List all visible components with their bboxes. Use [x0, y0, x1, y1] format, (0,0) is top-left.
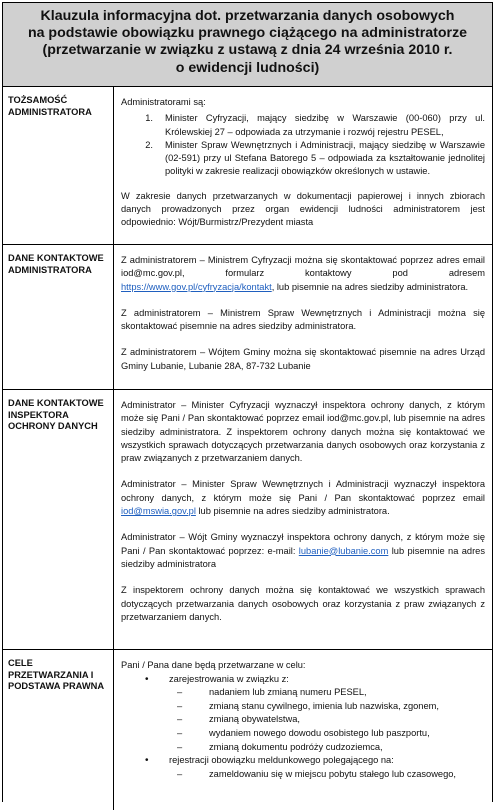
title-line-4: o ewidencji ludności) [175, 59, 320, 76]
list-item-number: 2. [145, 139, 153, 150]
list-item-text: Minister Spraw Wewnętrznych i Administracji, mający siedzibę w Warszawie (02-591) przy ul Stefana Batorego 5 – odpowiada za kształtowanie jednolitej polityki w zakresie realizacji obowiązków określonych w ustawie. [165, 139, 485, 177]
text-run: Administrator – Wójt Gminy wyznaczył inspektora ochrony danych, z którym może się Pani / Pan skontaktować poprzez: e-mail: [121, 532, 485, 556]
paragraph [121, 254, 485, 294]
list-item [121, 673, 485, 687]
title-line-2: na podstawie obowiązku prawnego ciążącego na administratorze [27, 25, 468, 42]
sub-item-text: wydaniem nowego dowodu osobistego lub paszportu, [209, 727, 430, 738]
list-item [121, 713, 485, 727]
dash-icon: – [177, 687, 183, 698]
list-item [121, 741, 485, 755]
administrators-intro: Administratorami są: [121, 97, 206, 107]
content-tozsamosc-administratora [114, 87, 492, 244]
row-dane-kontaktowe-iod [3, 390, 492, 650]
title-line-3: (przetwarzanie w związku z ustawą z dnia 24 września 2010 r. [42, 42, 453, 59]
dash-icon: – [177, 768, 183, 779]
administrators-list [121, 112, 485, 178]
text-run: Administrator – Minister Spraw Wewnętrznych i Administracji wyznaczył inspektora ochrony danych, z którym może się Pani / Pan skontaktować poprzez email [121, 479, 485, 503]
sub-item-text: zmianą obywatelstwa, [209, 714, 300, 725]
label-tozsamosc-administratora: TOŻSAMOŚĆ ADMINISTRATORA [3, 87, 114, 244]
bullet-text: zarejestrowania w związku z: [169, 673, 289, 684]
paragraph: W zakresie danych przetwarzanych w dokumentacji papierowej i innych zbiorach danych prowadzonych przez organ ewidencji ludności administratorem jest odpowiednio: Wójt/Burmistrz/Prezydent miasta [121, 190, 485, 228]
bullet-icon: • [145, 673, 149, 685]
title-line-1: Klauzula informacyjna dot. przetwarzania danych osobowych [40, 8, 455, 24]
list-item [121, 139, 485, 179]
bullet-icon: • [145, 755, 149, 767]
list-item [121, 700, 485, 714]
label-dane-kontaktowe-administratora: DANE KONTAKTOWE ADMINISTRATORA [3, 245, 114, 389]
list-item [121, 768, 485, 782]
sub-item-text: zmianą dokumentu podróży cudzoziemca, [209, 741, 383, 752]
content-dane-kontaktowe-iod [114, 390, 492, 649]
email-link-lubanie[interactable]: lubanie@lubanie.com [298, 545, 389, 556]
text-run: lub pisemnie na adres siedziby administratora. [195, 506, 390, 517]
sub-item-text: nadaniem lub zmianą numeru PESEL, [209, 687, 367, 698]
list-item-text: Minister Cyfryzacji, mający siedzibę w Warszawie (00-060) przy ul. Królewskiej 27 – odpowiada za utrzymanie i rozwój rejestru PESEL, [165, 113, 485, 137]
list-item [121, 754, 485, 768]
paragraph: Z administratorem – Ministrem Spraw Wewnętrznych i Administracji można się skontaktować pisemnie na adres siedziby administratora. [121, 307, 485, 332]
sub-item-text: zmianą stanu cywilnego, imienia lub nazwiska, zgonem, [209, 700, 439, 711]
row-cele-przetwarzania [3, 650, 492, 810]
text-run: lub pisemnie na adres siedziby administratora [121, 545, 485, 569]
dash-icon: – [177, 700, 183, 711]
paragraph [121, 531, 485, 571]
dash-icon: – [177, 727, 183, 738]
paragraph: Z administratorem – Wójtem Gminy można się skontaktować pisemnie na adres Urząd Gminy Lubanie, Lubanie 28A, 87-732 Lubanie [121, 347, 485, 371]
paragraph [121, 478, 485, 518]
purposes-intro: Pani / Pana dane będą przetwarzane w celu: [121, 660, 306, 670]
paragraph: Z inspektorem ochrony danych można się kontaktować we wszystkich sprawach dotyczących przetwarzania danych osobowych oraz korzystania z praw związanych z przetwarzaniem danych. [121, 585, 485, 622]
content-cele-przetwarzania [114, 650, 492, 810]
document-title [3, 3, 492, 87]
list-item-number: 1. [145, 113, 153, 124]
paragraph: Administrator – Minister Cyfryzacji wyznaczył inspektora ochrony danych, z którym może się Pani / Pan skontaktować poprzez email iod@mc.gov.pl, lub pisemnie na adres siedziby administratora. Z inspektorem ochrony danych można się kontaktować we wszystkich sprawach dotyczących przetwarzania danych osobowych oraz korzystania z praw związanych z przetwarzaniem danych. [121, 400, 485, 464]
document-page [2, 2, 493, 802]
list-item [121, 686, 485, 700]
dash-icon: – [177, 741, 183, 752]
email-link-mswia[interactable]: iod@mswia.gov.pl [121, 506, 196, 517]
text-run: Z administratorem – Ministrem Cyfryzacji można się skontaktować poprzez adres email iod@mc.gov.pl, formularz kontaktowy pod adresem [121, 255, 485, 279]
label-dane-kontaktowe-iod: DANE KONTAKTOWE INSPEKTORA OCHRONY DANYCH [3, 390, 114, 649]
list-item [121, 112, 485, 139]
row-tozsamosc-administratora [3, 87, 492, 245]
sub-item-text: zameldowaniu się w miejscu pobytu stałego lub czasowego, [209, 768, 457, 779]
list-item [121, 727, 485, 741]
row-dane-kontaktowe-administratora [3, 245, 492, 390]
contact-form-link[interactable]: https://www.gov.pl/cyfryzacja/kontakt [121, 281, 272, 292]
content-dane-kontaktowe-administratora [114, 245, 492, 389]
text-run: , lub pisemnie na adres siedziby administratora. [271, 281, 469, 292]
dash-icon: – [177, 714, 183, 725]
bullet-text: rejestracji obowiązku meldunkowego polegającego na: [169, 755, 394, 766]
label-cele-przetwarzania: CELE PRZETWARZANIA I PODSTAWA PRAWNA [3, 650, 114, 810]
